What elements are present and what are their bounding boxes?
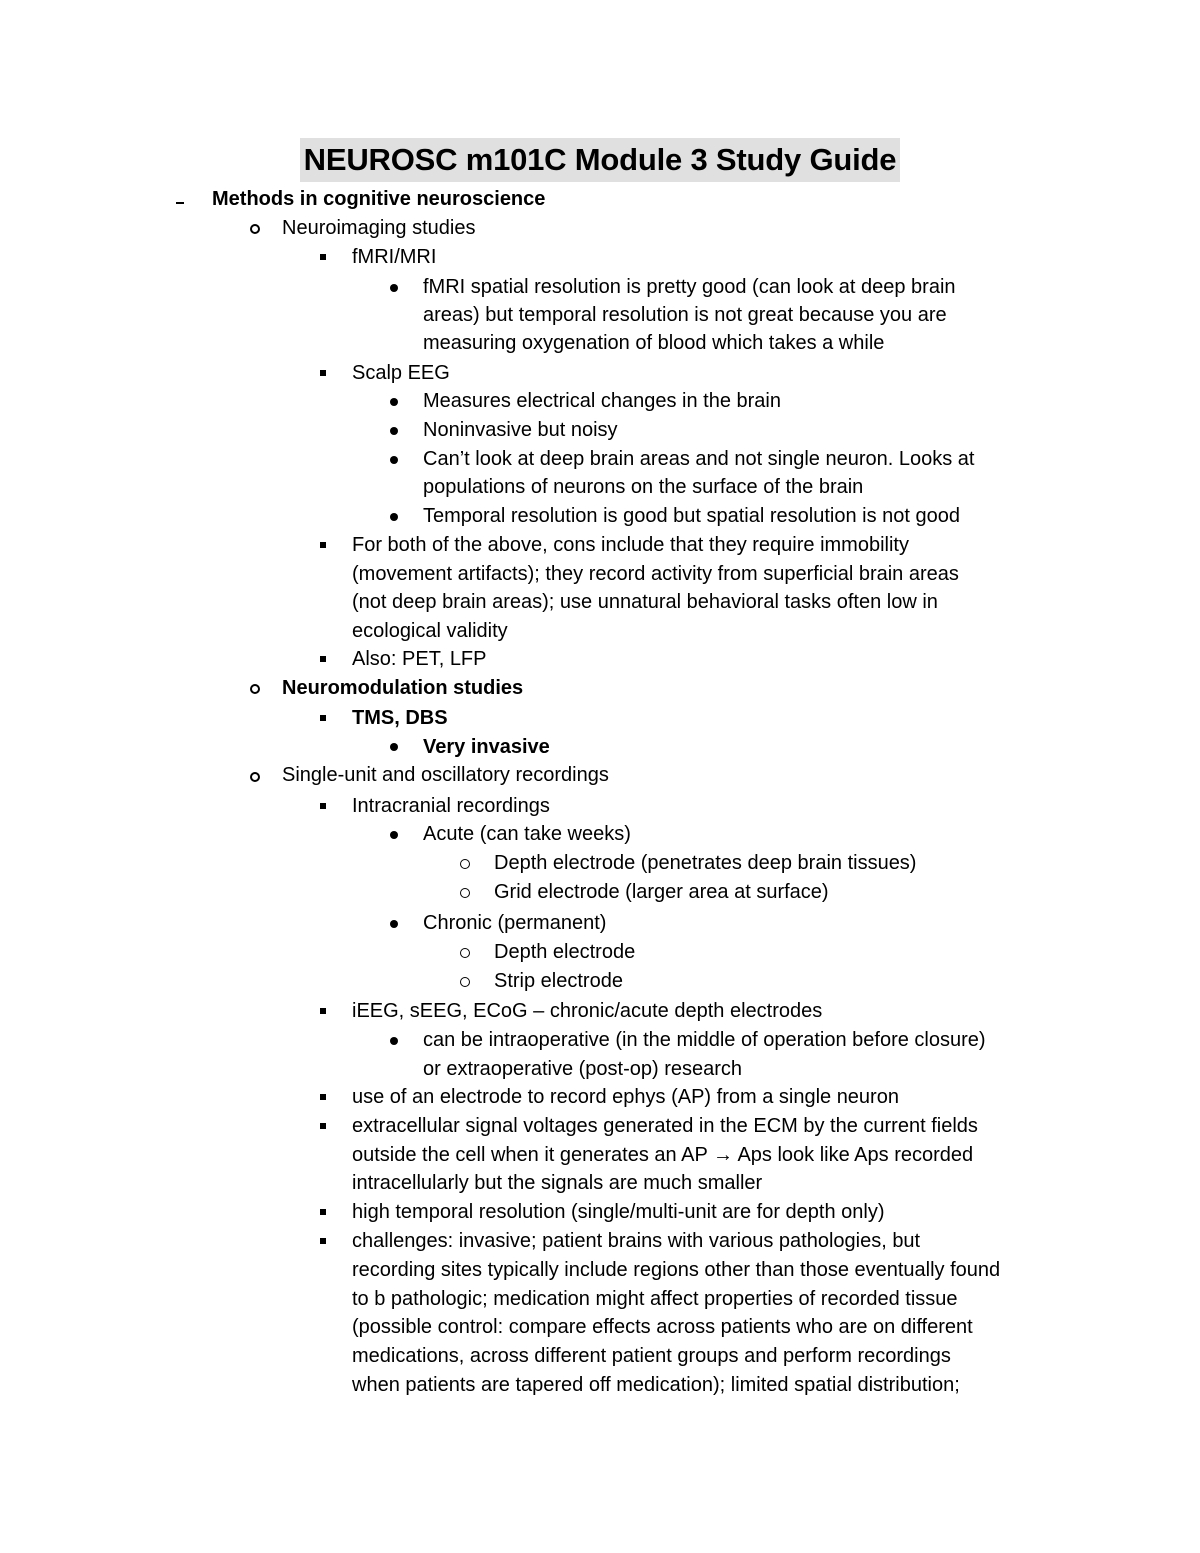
list-item-cont: or extraoperative (post-op) research xyxy=(423,1058,743,1080)
open-circle-bullet xyxy=(460,948,470,958)
list-item: iEEG, sEEG, ECoG – chronic/acute depth electrodes xyxy=(352,1000,823,1022)
square-bullet xyxy=(320,803,326,809)
list-item-cont: areas) but temporal resolution is not great because you are xyxy=(423,304,947,326)
list-item: Grid electrode (larger area at surface) xyxy=(494,881,829,903)
list-item: fMRI spatial resolution is pretty good (can look at deep brain xyxy=(423,276,956,298)
open-circle-bullet xyxy=(460,977,470,987)
list-item: Scalp EEG xyxy=(352,362,450,384)
square-bullet xyxy=(320,254,326,260)
list-item: Noninvasive but noisy xyxy=(423,419,618,441)
list-item: Depth electrode xyxy=(494,941,636,963)
title-wrap xyxy=(0,138,1200,182)
dot-bullet xyxy=(390,456,398,464)
list-item: high temporal resolution (single/multi-unit are for depth only) xyxy=(352,1201,885,1223)
list-item: Chronic (permanent) xyxy=(423,912,607,934)
page-title: NEUROSC m101C Module 3 Study Guide xyxy=(300,138,901,182)
list-item: Very invasive xyxy=(423,736,550,758)
list-item: Neuroimaging studies xyxy=(282,217,476,239)
dot-bullet xyxy=(390,284,398,292)
dot-bullet xyxy=(390,743,398,751)
list-item: extracellular signal voltages generated in the ECM by the current fields xyxy=(352,1115,978,1137)
list-item: challenges: invasive; patient brains with various pathologies, but xyxy=(352,1230,921,1252)
dot-bullet xyxy=(390,398,398,406)
circle-bullet xyxy=(250,772,260,782)
square-bullet xyxy=(320,1094,326,1100)
list-item: Also: PET, LFP xyxy=(352,648,487,670)
square-bullet xyxy=(320,1008,326,1014)
square-bullet xyxy=(320,1238,326,1244)
list-item: Strip electrode xyxy=(494,970,623,992)
list-item-cont: outside the cell when it generates an AP → Aps look like Aps recorded xyxy=(352,1144,974,1166)
list-item-cont: recording sites typically include regions other than those eventually found xyxy=(352,1259,1001,1281)
list-item-cont: (movement artifacts); they record activity from superficial brain areas xyxy=(352,563,959,585)
dot-bullet xyxy=(390,513,398,521)
list-item-cont: intracellularly but the signals are much smaller xyxy=(352,1172,763,1194)
list-item: Methods in cognitive neuroscience xyxy=(212,188,546,210)
list-item-cont: to b pathologic; medication might affect properties of recorded tissue xyxy=(352,1288,958,1310)
list-item: Depth electrode (penetrates deep brain tissues) xyxy=(494,852,917,874)
list-item-cont: (not deep brain areas); use unnatural behavioral tasks often low in xyxy=(352,591,938,613)
square-bullet xyxy=(320,1209,326,1215)
square-bullet xyxy=(320,715,326,721)
list-item: Temporal resolution is good but spatial resolution is not good xyxy=(423,505,960,527)
dot-bullet xyxy=(390,1037,398,1045)
open-circle-bullet xyxy=(460,888,470,898)
square-bullet xyxy=(320,656,326,662)
list-item: use of an electrode to record ephys (AP) from a single neuron xyxy=(352,1086,899,1108)
list-item: Single-unit and oscillatory recordings xyxy=(282,764,609,786)
dot-bullet xyxy=(390,427,398,435)
list-item-cont: medications, across different patient groups and perform recordings xyxy=(352,1345,951,1367)
list-item: fMRI/MRI xyxy=(352,246,437,268)
list-item-cont: (possible control: compare effects across patients who are on different xyxy=(352,1316,973,1338)
list-item-cont: ecological validity xyxy=(352,620,508,642)
list-item: can be intraoperative (in the middle of operation before closure) xyxy=(423,1029,986,1051)
list-item: Measures electrical changes in the brain xyxy=(423,390,781,412)
circle-bullet xyxy=(250,224,260,234)
list-item: TMS, DBS xyxy=(352,707,448,729)
dot-bullet xyxy=(390,831,398,839)
square-bullet xyxy=(320,542,326,548)
list-item-cont: populations of neurons on the surface of the brain xyxy=(423,476,864,498)
list-item: Can’t look at deep brain areas and not single neuron. Looks at xyxy=(423,448,975,470)
dot-bullet xyxy=(390,920,398,928)
list-item-cont: measuring oxygenation of blood which takes a while xyxy=(423,332,885,354)
list-item: For both of the above, cons include that they require immobility xyxy=(352,534,909,556)
list-item-cont: when patients are tapered off medication); limited spatial distribution; xyxy=(352,1374,960,1396)
list-item: Neuromodulation studies xyxy=(282,677,524,699)
circle-bullet xyxy=(250,684,260,694)
open-circle-bullet xyxy=(460,859,470,869)
dash-bullet xyxy=(176,202,184,204)
list-item: Intracranial recordings xyxy=(352,795,550,817)
square-bullet xyxy=(320,1123,326,1129)
square-bullet xyxy=(320,370,326,376)
list-item: Acute (can take weeks) xyxy=(423,823,631,845)
